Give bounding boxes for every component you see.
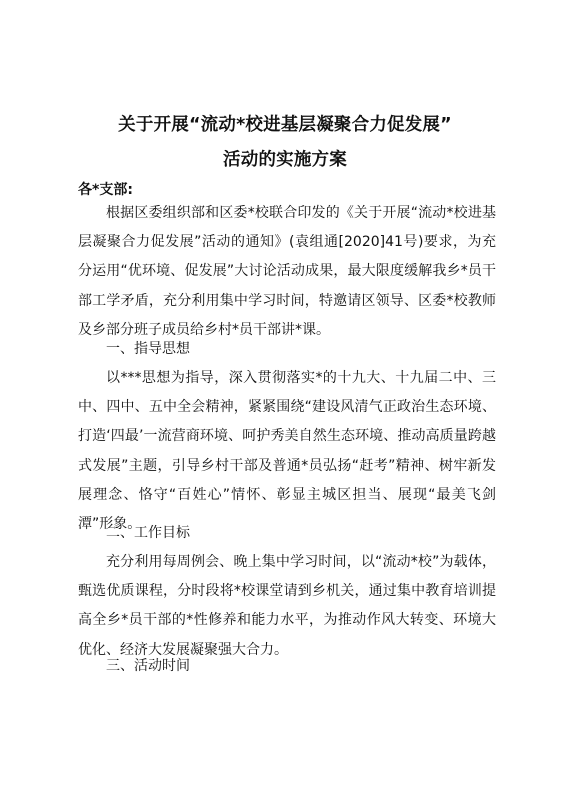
document-title-line-1: 关于开展“流动*校进基层凝聚合力促发展” (118, 115, 452, 135)
paragraph-guiding-ideology: 以***思想为指导，深入贯彻落实*的十九大、十九届二中、三中、四中、五中全会精神，紧紧围绕“建设风清气正政治生态环境、打造‘四最’一流营商环境、呵护秀美自然生态环境、推动高质量跨越式发展”主题，引导乡村干部及普通*员弘扬“赶考”精神、树牢新发展理念、恪守“百姓心”情怀、彰显主城区担当、展现“最美飞剑潭”形象。 (78, 370, 496, 533)
paragraph-background: 根据区委组织部和区委*校联合印发的《关于开展“流动*校进基层凝聚合力促发展”活动的通知》(袁组通[2020]41号)要求，为充分运用“优环境、促发展”大讨论活动成果，最大限度缓解我乡*员干部工学矛盾，充分利用集中学习时间，特邀请区领导、区委*校教师及乡部分班子成员给乡村*员干部讲*课。 (78, 205, 496, 338)
section-heading-guiding-ideology: 一、指导思想 (106, 341, 190, 357)
paragraph-work-goals: 充分利用每周例会、晚上集中学习时间，以“流动*校”为载体，甄选优质课程，分时段将*校课堂请到乡机关，通过集中教育培训提高全乡*员干部的*性修养和能力水平，为推动作风大转变、环境大优化、经济大发展凝聚强大合力。 (78, 554, 496, 658)
section-heading-activity-time: 三、活动时间 (106, 658, 190, 674)
salutation: 各*支部: (78, 182, 133, 198)
section-heading-work-goals: 二、工作目标 (106, 525, 190, 541)
document-title-line-2: 活动的实施方案 (223, 150, 347, 170)
